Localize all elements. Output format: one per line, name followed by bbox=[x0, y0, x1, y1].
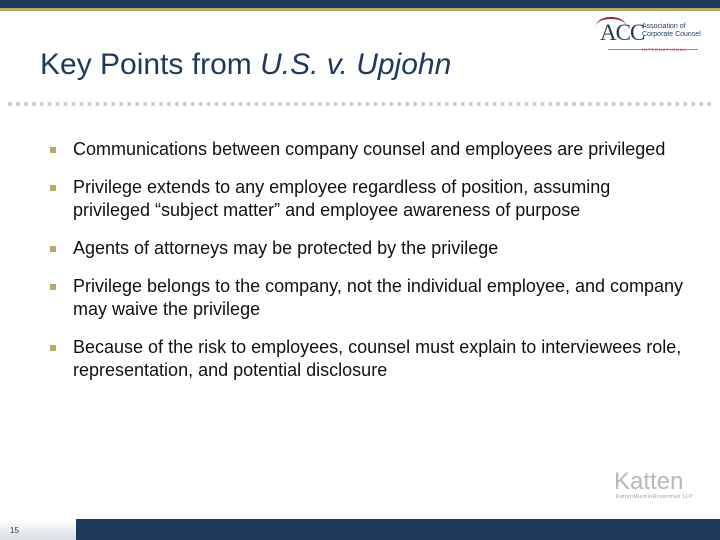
acc-logo-name bbox=[642, 23, 704, 39]
square-bullet-icon bbox=[50, 246, 56, 252]
bullet-text: Privilege extends to any employee regardless of position, assuming privileged “subject matter” and employee awareness of purpose bbox=[73, 177, 611, 220]
slide-title bbox=[40, 48, 451, 82]
bullet-list bbox=[50, 138, 690, 397]
acc-logo-name-line1: Association of bbox=[642, 23, 686, 30]
acc-logo bbox=[600, 20, 700, 54]
katten-logo-sub: KattenMuchinRosenman LLP bbox=[616, 494, 694, 500]
title-divider bbox=[8, 102, 712, 106]
acc-logo-mark: ACC bbox=[600, 20, 645, 45]
square-bullet-icon bbox=[50, 185, 56, 191]
footer-bar bbox=[76, 519, 720, 540]
bullet-item bbox=[50, 237, 690, 260]
square-bullet-icon bbox=[50, 284, 56, 290]
bullet-text: Communications between company counsel and employees are privileged bbox=[73, 139, 666, 159]
slide-title-case: U.S. v. Upjohn bbox=[260, 48, 452, 81]
bullet-item bbox=[50, 275, 690, 321]
bullet-item bbox=[50, 336, 690, 382]
acc-logo-sub: INTERNATIONAL bbox=[642, 47, 687, 52]
square-bullet-icon bbox=[50, 147, 56, 153]
bullet-text: Agents of attorneys may be protected by the privilege bbox=[73, 238, 499, 258]
bullet-text: Privilege belongs to the company, not the individual employee, and company may waive the privilege bbox=[73, 276, 684, 319]
bullet-item bbox=[50, 176, 690, 222]
top-accent-stripe bbox=[0, 8, 720, 11]
slide-title-main: Key Points from bbox=[40, 48, 261, 81]
katten-logo: Katten bbox=[614, 468, 684, 495]
bullet-item bbox=[50, 138, 690, 161]
square-bullet-icon bbox=[50, 345, 56, 351]
top-accent-bar bbox=[0, 0, 720, 8]
page-number: 15 bbox=[10, 526, 19, 535]
acc-logo-name-line2: Corporate Counsel bbox=[642, 31, 701, 38]
bullet-text: Because of the risk to employees, counsel must explain to interviewees role, representation, and potential disclosure bbox=[73, 337, 682, 380]
